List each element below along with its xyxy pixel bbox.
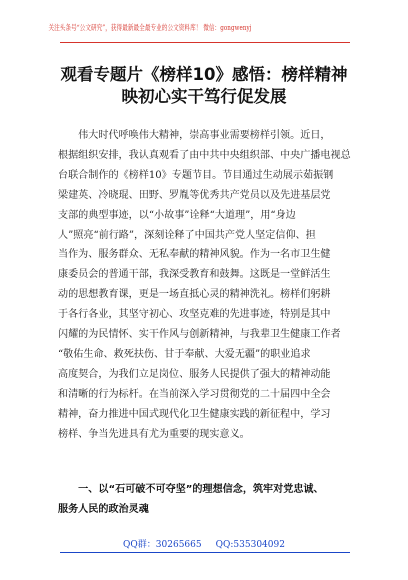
body-line: “敬佑生命、救死扶伤、甘于奉献、大爱无疆”的职业追求 — [58, 348, 311, 360]
footer-contact — [0, 537, 408, 550]
footer-divider — [60, 552, 350, 553]
body-line: 于各行各业，其坚守初心、攻坚克难的先进事迹，特别是其中 — [58, 309, 331, 321]
body-line: 台联合制作的《榜样10》专题节目。节目通过生动展示茹振钢 — [58, 169, 334, 181]
body-paragraph — [58, 126, 354, 445]
body-line: 动的思想教育课，更是一场直抵心灵的精神洗礼。榜样们躬耕 — [58, 289, 331, 301]
body-line: 当作为、服务群众、无私奉献的精神风貌。作为一名市卫生健 — [58, 249, 331, 261]
section-heading-line-1: 一、以“石可破不可夺坚”的理想信念，筑牢对党忠诚、 — [58, 484, 324, 495]
document-title — [40, 64, 368, 108]
body-line: 伟大时代呼唤伟大精神，崇高事业需要榜样引领。近日， — [58, 130, 331, 141]
body-line: 人”照亮“前行路”，深刻诠释了中国共产党人坚定信仰、担 — [58, 229, 316, 241]
body-line: 康委员会的普通干部，我深受教育和鼓舞。这既是一堂鲜活生 — [58, 269, 331, 281]
header-promo-note: 关注头条号“公文研究”，获得最新最全最专业的公文资料库！ 微信：gongwenyj — [48, 23, 252, 32]
body-line: 精神，奋力推进中国式现代化卫生健康实践的新征程中，学习 — [58, 408, 331, 420]
footer-qq-group: QQ群：30265665 — [123, 540, 202, 550]
body-line: 高度契合，为我们立足岗位、服务人民提供了强大的精神动能 — [58, 368, 331, 380]
footer-qq: QQ:535304092 — [215, 540, 285, 550]
body-line: 根据组织安排，我认真观看了由中共中央组织部、中央广播电视总 — [58, 149, 351, 161]
body-line: 闪耀的为民情怀、实干作风与创新精神，与我辈卫生健康工作者 — [58, 329, 341, 341]
body-line: 和清晰的行为标杆。在当前深入学习贯彻党的二十届四中全会 — [58, 388, 331, 400]
section-heading — [58, 480, 358, 520]
body-line: 支部的典型事迹，以“小故事”诠释“大道理”，用“身边 — [58, 209, 296, 221]
body-line: 梁建英、冷晓琨、田野、罗胤等优秀共产党员以及先进基层党 — [58, 189, 331, 201]
title-line-2: 映初心实干笃行促发展 — [121, 87, 287, 106]
body-line: 榜样、争当先进具有尤为重要的现实意义。 — [58, 428, 250, 440]
header-divider — [60, 42, 350, 43]
title-line-1: 观看专题片《榜样10》感悟：榜样精神 — [60, 65, 348, 84]
section-heading-line-2: 服务人民的政治灵魂 — [58, 504, 149, 515]
